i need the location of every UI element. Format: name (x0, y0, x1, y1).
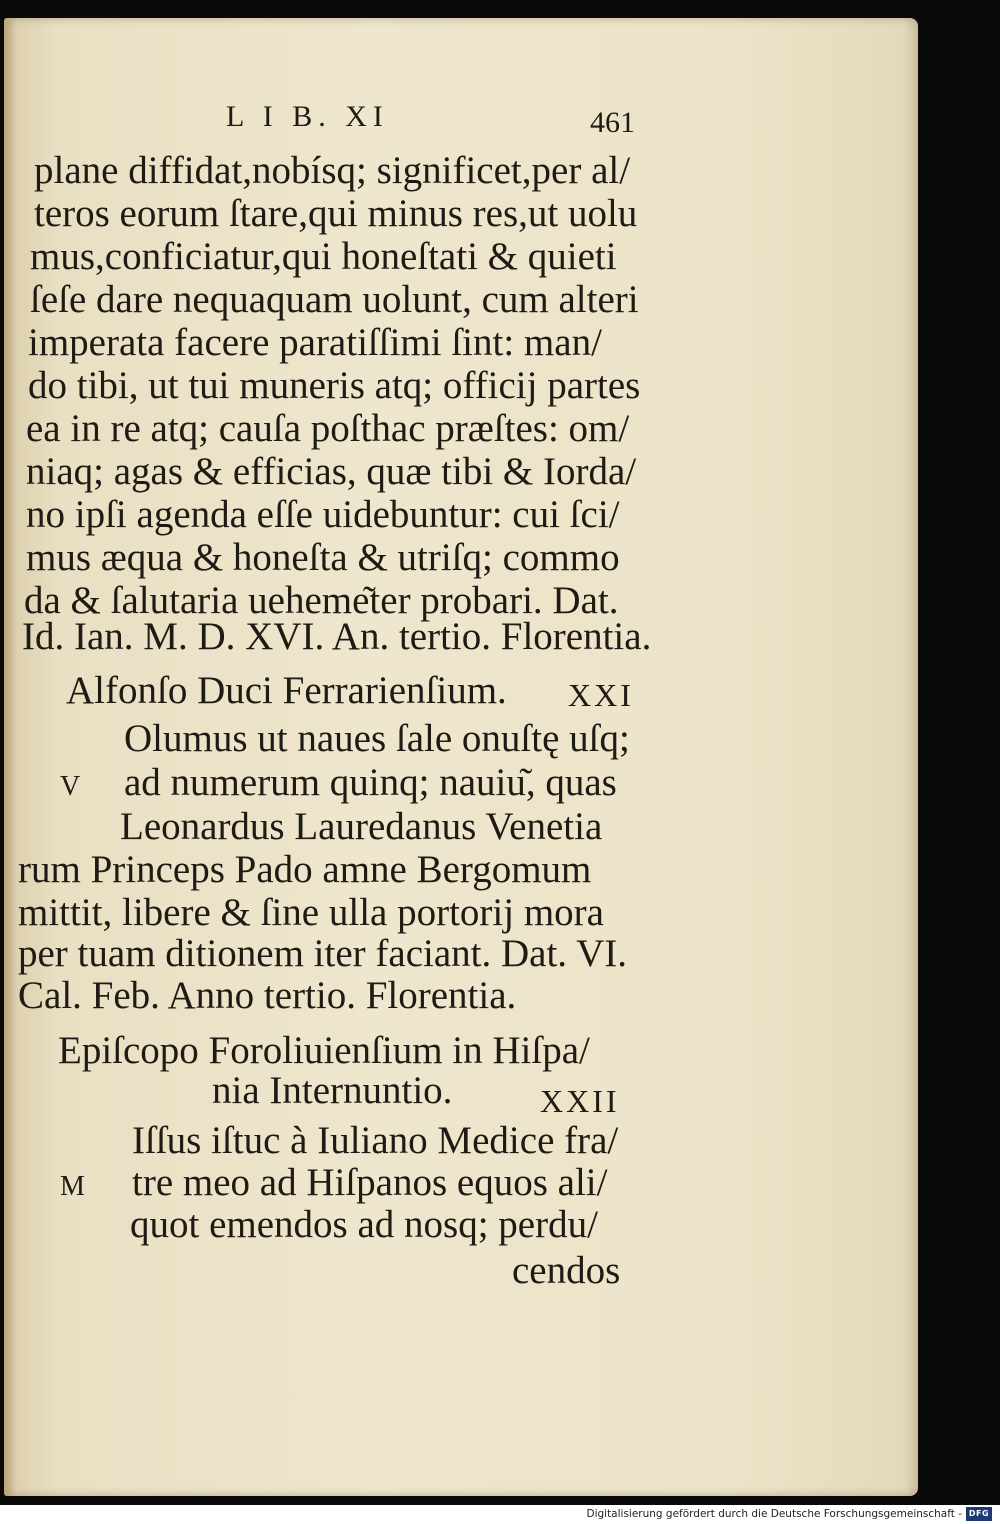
body-line: mus æqua & honeſta & utriſq; commo (26, 536, 620, 579)
letter-line: Cal. Feb. Anno tertio. Florentia. (18, 974, 517, 1017)
body-line: imperata facere paratiſſimi ſint: man/ (28, 321, 602, 364)
body-line: ea in re atq; cauſa poſthac præſtes: om/ (26, 407, 630, 450)
initial-letter: V (60, 771, 81, 802)
letter-numeral: XXII (540, 1083, 620, 1119)
digitization-footer (0, 1505, 1000, 1524)
body-line: no ipſi agenda eſſe uidebuntur: cui ſci/ (26, 493, 620, 536)
body-line: mus,conficiatur,qui honeſtati & quieti (30, 235, 617, 278)
letter-line: quot emendos ad nosq; perdu/ (130, 1203, 598, 1246)
body-line: ſeſe dare nequaquam uolunt, cum alteri (30, 278, 639, 321)
letter-line: mittit, libere & ſine ulla portorij mora (18, 891, 604, 934)
running-title: L I B. XI (226, 100, 389, 133)
letter-numeral: XXI (568, 677, 634, 713)
letter-line: Leonardus Lauredanus Venetia (120, 805, 603, 848)
initial-letter: M (60, 1171, 85, 1202)
letter-line: rum Princeps Pado amne Bergomum (18, 848, 592, 891)
footer-credit: Digitalisierung gefördert durch die Deutsche Forschungsgemeinschaft - (586, 1508, 962, 1520)
dfg-logo: DFG (966, 1507, 992, 1521)
letter-heading: Epiſcopo Foroliuienſium in Hiſpa/ (58, 1029, 590, 1072)
page-number: 461 (590, 106, 635, 139)
body-line: Id. Ian. M. D. XVI. An. tertio. Florentia. (22, 615, 652, 658)
body-line: plane diffidat,nobísq; significet,per al/ (34, 149, 631, 192)
letter-heading-continued: nia Internuntio. (212, 1069, 453, 1112)
letter-line: per tuam ditionem iter faciant. Dat. VI. (18, 932, 627, 975)
body-line: do tibi, ut tui muneris atq; officij partes (28, 364, 641, 407)
body-line: niaq; agas & efficias, quæ tibi & Iorda/ (26, 450, 637, 493)
letter-line: tre meo ad Hiſpanos equos ali/ (132, 1161, 608, 1204)
letter-line: ad numerum quinq; nauiu͂, quas (124, 761, 617, 804)
body-line: teros eorum ſtare,qui minus res,ut uolu (34, 192, 638, 235)
page-gutter-shadow (4, 18, 16, 1496)
catchword: cendos (512, 1249, 621, 1292)
letter-line: Iſſus iſtuc à Iuliano Medice fra/ (132, 1119, 619, 1162)
letter-heading: Alfonſo Duci Ferrarienſium. (66, 669, 507, 712)
letter-line: Olumus ut naues ſale onuſtę uſq; (124, 717, 630, 760)
body-line: da & ſalutaria ueheme͂ter probari. Dat. (24, 579, 619, 622)
